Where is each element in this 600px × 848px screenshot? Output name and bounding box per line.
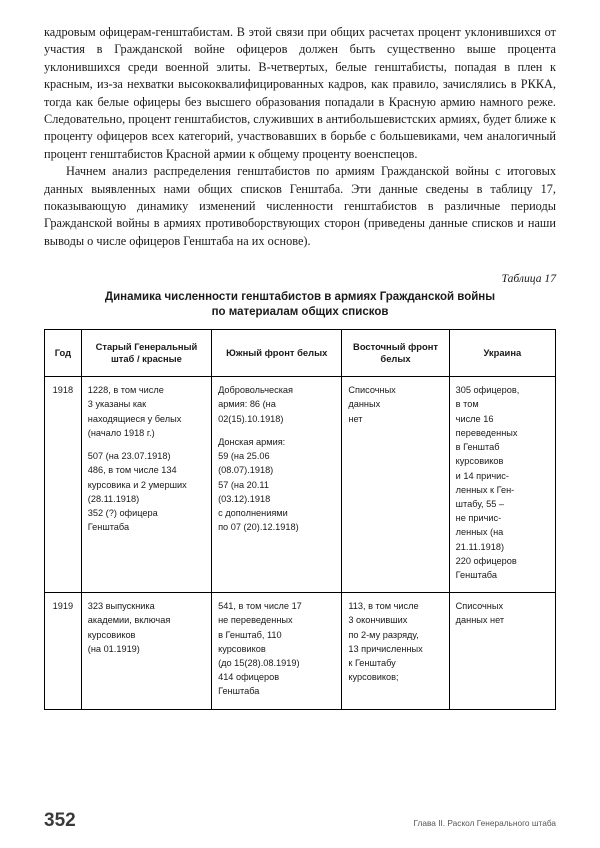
table-title-line-2: по материалам общих списков	[211, 306, 389, 319]
column-header-old-general-staff: Старый Генеральный штаб / красные	[81, 330, 211, 377]
page-number: 352	[44, 810, 76, 831]
page-footer	[44, 811, 556, 830]
table-title-line-1: Динамика численности генштабистов в армиях Гражданской войны	[104, 291, 496, 304]
cell-old-general-staff: 323 выпускника академии, включая курсовиков (на 01.1919)	[81, 593, 211, 709]
cell-year: 1918	[45, 377, 82, 593]
cell-southern-front: 541, в том числе 17 не переведенных в Генштаб, 110 курсовиков (до 15(28).08.1919) 414 офицеров Генштаба	[212, 593, 342, 709]
table-row	[45, 377, 556, 593]
column-header-year: Год	[45, 330, 82, 377]
cell-old-general-staff: 1228, в том числе 3 указаны как находящиеся у белых (начало 1918 г.) 507 (на 23.07.1918) 486, в том числе 134 курсовика и 2 умерших (28.11.1918) 352 (?) офицера Генштаба	[81, 377, 211, 593]
column-header-southern-front: Южный фронт белых	[212, 330, 342, 377]
cell-year: 1919	[45, 593, 82, 709]
table-header-row	[45, 330, 556, 377]
cell-ukraine: 305 офицеров, в том числе 16 переведенных в Генштаб курсовиков и 14 причис- ленных к Ген- штабу, 55 – не причис- ленных (на 21.11.1918) 220 офицеров Генштаба	[449, 377, 555, 593]
footer-chapter-title: Глава II. Раскол Генерального штаба	[413, 817, 556, 828]
cell-southern-front: Добровольческая армия: 86 (на 02(15).10.1918) Донская армия: 59 (на 25.06 (08.07).1918) 57 (на 20.11 (03.12).1918 с дополнениями по 07 (20).12.1918)	[212, 377, 342, 593]
table-row	[45, 593, 556, 709]
cell-eastern-front: Списочных данных нет	[342, 377, 449, 593]
cell-ukraine: Списочных данных нет	[449, 593, 555, 709]
column-header-eastern-front: Восточный фронт белых	[342, 330, 449, 377]
paragraph-1: кадровым офицерам-генштабистам. В этой связи при общих расчетах процент уклонившихся от участия в Гражданской войне офицеров должен быть существенно выше процента уклонившихся среди военной элиты. В-четвертых, белые генштабисты, попадая в плен к красным, из-за нехватки высококвалифицированных кадров, как правило, зачислялись в РККА, тогда как белые офицеры без высшего образования попадали в Красную армию намного реже. Следовательно, процент генштабистов, служивших в антибольшевистских армиях, будет ближе к проценту офицеров всех категорий, участвовавших в борьбе с большевиками, чем аналогичный процент генштабистов Красной армии к общему проценту военспецов.	[44, 25, 556, 161]
column-header-ukraine: Украина	[449, 330, 555, 377]
table-caption: Таблица 17	[501, 272, 556, 286]
paragraph-2: Начнем анализ распределения генштабистов по армиям Гражданской войны с итоговых данных выявленных нами общих списков Генштаба. Эти данные сведены в таблицу 17, показывающую динамику изменений численности генштабистов в различные периоды Гражданской войны в армиях противоборствующих сторон (приведены данные списков и наши выводы о числе офицеров Генштаба на их основе).	[44, 164, 556, 248]
statistics-table	[44, 329, 556, 709]
table-title	[44, 290, 556, 320]
cell-eastern-front: 113, в том числе 3 окончивших по 2-му разряду, 13 причисленных к Генштабу курсовиков;	[342, 593, 449, 709]
